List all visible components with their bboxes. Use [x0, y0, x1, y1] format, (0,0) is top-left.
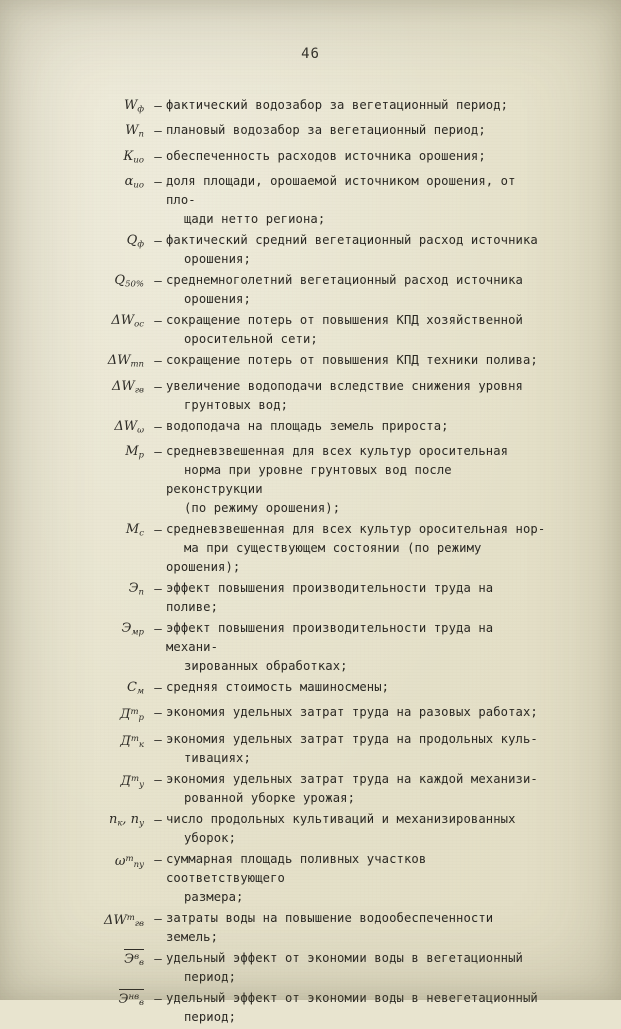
definition-text: плановый водозабор за вегетационный период; — [166, 123, 486, 138]
symbol-label: $Д^т_к$ — [120, 734, 144, 751]
definition-entry — [78, 311, 548, 349]
definition-dash: – — [154, 772, 162, 788]
definition-entry — [78, 730, 548, 768]
definition-entry — [78, 147, 548, 170]
definition-entry — [78, 678, 548, 701]
symbol-label: $С_м$ — [126, 679, 144, 697]
definition-entry — [78, 579, 548, 617]
definition-text: увеличение водоподачи вследствие снижения уровня грунтовых вод; — [166, 377, 548, 415]
definition-dash: – — [154, 991, 162, 1007]
definition-dash: – — [154, 123, 162, 139]
definition-text: водоподача на площадь земель прироста; — [166, 418, 449, 433]
definition-text-continuation: (по режиму орошения); — [184, 500, 341, 515]
definition-text-continuation: ма при существующем состоянии (по режиму орошения); — [166, 540, 482, 574]
definition-text: эффект повышения производительности труда на поливе; — [166, 580, 494, 614]
symbol-label: $К_{ио}$ — [123, 148, 144, 166]
definition-entry — [78, 520, 548, 577]
definition-entry — [78, 442, 548, 518]
symbol-label: $М_р$ — [125, 443, 144, 461]
definition-text: обеспеченность расходов источника орошения; — [166, 148, 486, 163]
definition-dash: – — [154, 313, 162, 329]
definition-entry — [78, 121, 548, 144]
definition-dash: – — [154, 580, 162, 596]
definition-text: сокращение потерь от повышения КПД хозяйственной оросительной сети; — [166, 311, 548, 349]
definition-entry — [78, 810, 548, 848]
definition-entry — [78, 377, 548, 415]
symbol-label: $Э^в_в$ — [78, 949, 150, 971]
symbol-label: $Э_п$ — [128, 580, 144, 598]
definition-text: фактический водозабор за вегетационный период; — [166, 98, 509, 112]
definition-text-continuation: оросительной сети; — [184, 332, 318, 347]
symbol-label: $W_ф$ — [123, 98, 144, 115]
definition-text: среднемноголетний вегетационный расход источника орошения; — [166, 271, 548, 309]
page-number: 46 — [301, 46, 320, 62]
definition-text-continuation: грунтовых вод; — [184, 397, 289, 412]
definition-text: удельный эффект от экономии воды в вегетационный период; — [166, 949, 548, 987]
definition-text-continuation: уборок; — [184, 831, 237, 846]
definition-text-continuation: размера; — [184, 890, 244, 905]
definition-text: суммарная площадь поливных участков соответствующего размера; — [166, 850, 548, 907]
symbol-label: $\alpha_{ио}$ — [124, 174, 144, 191]
definition-entry — [78, 703, 548, 728]
definition-dash: – — [154, 273, 162, 289]
definition-entry — [78, 96, 548, 119]
symbol-label: $W_п$ — [125, 123, 144, 140]
definition-text: средневзвешенная для всех культур оросительная норма при уровне грунтовых вод после реконструкции (по режиму орошения); — [166, 442, 548, 518]
symbol-label: $n_к$, $n_у$ — [108, 812, 144, 829]
definition-text: сокращение потерь от повышения КПД техники полива; — [166, 353, 538, 368]
definition-text-continuation: щади нетто региона; — [184, 212, 326, 227]
definition-text-continuation: рованной уборке урожая; — [184, 791, 356, 806]
definition-entry — [78, 231, 548, 269]
symbol-label: $\Delta W^т_{гв}$ — [103, 913, 144, 930]
definition-dash: – — [154, 174, 162, 190]
definition-text-continuation: орошения; — [184, 252, 251, 267]
definition-dash: – — [154, 98, 162, 113]
definition-text-continuation: орошения; — [184, 292, 251, 307]
symbol-label: $Э^{нв}_в$ — [78, 989, 150, 1011]
definition-dash: – — [154, 705, 162, 721]
definition-text: экономия удельных затрат труда на разовых работах; — [166, 705, 538, 720]
symbol-label: $Д^т_у$ — [120, 774, 144, 791]
definition-entry — [78, 172, 548, 229]
definition-dash: – — [154, 443, 162, 459]
definition-text: доля площади, орошаемой источником орошения, от пло- щади нетто региона; — [166, 172, 548, 229]
symbol-label: $\Delta W_{тп}$ — [107, 353, 144, 370]
definition-dash: – — [154, 951, 162, 967]
symbol-label: $Q_ф$ — [126, 233, 144, 250]
definition-dash: – — [154, 911, 162, 927]
symbol-label: $Э_{мр}$ — [121, 620, 144, 638]
definition-text: экономия удельных затрат труда на продольных куль- тивациях; — [166, 730, 548, 768]
definition-entry — [78, 770, 548, 808]
definition-text: число продольных культиваций и механизированных уборок; — [166, 810, 548, 848]
nomenclature-list — [78, 96, 548, 1029]
definition-dash: – — [154, 148, 162, 164]
definition-dash: – — [154, 233, 162, 249]
definition-entry — [78, 909, 548, 947]
symbol-label: $\omega^т_{пу}$ — [114, 854, 144, 871]
symbol-label: $\Delta W_{гв}$ — [112, 378, 144, 395]
definition-text: средневзвешенная для всех культур оросительная нор- ма при существующем состоянии (по режиму орошения); — [166, 520, 548, 577]
definition-text-continuation: период; — [184, 1010, 237, 1025]
definition-entry — [78, 417, 548, 440]
symbol-label: $Д^т_р$ — [119, 707, 144, 724]
definition-text: удельный эффект от экономии воды в невегетационный период; — [166, 989, 548, 1027]
definition-dash: – — [154, 679, 162, 695]
definition-text: фактический средний вегетационный расход источника орошения; — [166, 231, 548, 269]
definition-entry — [78, 850, 548, 907]
definition-dash: – — [154, 812, 162, 828]
definition-text: средняя стоимость машиносмены; — [166, 679, 390, 694]
definition-entry — [78, 619, 548, 676]
definition-text: затраты воды на повышение водообеспеченности земель; — [166, 911, 494, 945]
definition-text: эффект повышения производительности труда на механи- зированных обработках; — [166, 619, 548, 676]
symbol-label: $\Delta W_\omega$ — [114, 418, 144, 435]
definition-dash: – — [154, 418, 162, 434]
definition-entry — [78, 949, 548, 987]
definition-dash: – — [154, 732, 162, 748]
definition-text-continuation: норма при уровне грунтовых вод после реконструкции — [166, 462, 452, 496]
definition-text: экономия удельных затрат труда на каждой механизи- рованной уборке урожая; — [166, 770, 548, 808]
symbol-label: $Q_{50\%}$ — [114, 273, 144, 290]
definition-entry — [78, 989, 548, 1027]
definition-entry — [78, 271, 548, 309]
definition-dash: – — [154, 852, 162, 868]
symbol-label: $М_с$ — [125, 521, 144, 539]
definition-text-continuation: зированных обработках; — [184, 658, 348, 673]
symbol-label: $\Delta W_{ос}$ — [111, 313, 144, 330]
definition-dash: – — [154, 353, 162, 369]
definition-entry — [78, 351, 548, 374]
definition-text-continuation: тивациях; — [184, 751, 251, 766]
definition-dash: – — [154, 521, 162, 537]
definition-text-continuation: период; — [184, 970, 237, 985]
definition-dash: – — [154, 378, 162, 394]
definition-dash: – — [154, 620, 162, 636]
